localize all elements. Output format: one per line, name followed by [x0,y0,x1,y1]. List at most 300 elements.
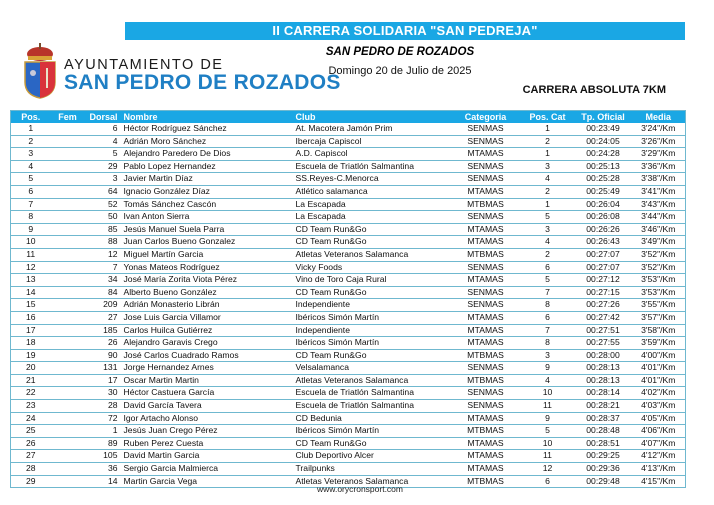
cell-club: Velsalamanca [293,362,451,375]
cell-tp-oficial: 00:27:51 [575,324,632,337]
cell-pos-cat: 6 [521,261,575,274]
column-header-nombre: Nombre [121,111,293,124]
cell-pos: 3 [11,148,51,161]
cell-media: 4'12"/Km [632,450,686,463]
cell-fem [51,362,85,375]
cell-nombre: Adrián Moro Sánchez [121,135,293,148]
cell-pos-cat: 7 [521,286,575,299]
cell-fem [51,185,85,198]
cell-tp-oficial: 00:28:00 [575,349,632,362]
cell-tp-oficial: 00:26:04 [575,198,632,211]
cell-dorsal: 7 [85,261,121,274]
cell-categoria: MTBMAS [451,198,521,211]
cell-categoria: SENMAS [451,299,521,312]
table-row [11,173,686,186]
cell-pos-cat: 3 [521,349,575,362]
cell-nombre: Alberto Bueno González [121,286,293,299]
cell-media: 4'02"/Km [632,387,686,400]
cell-media: 4'00"/Km [632,349,686,362]
cell-pos-cat: 6 [521,475,575,488]
cell-club: CD Team Run&Go [293,223,451,236]
cell-pos-cat: 9 [521,362,575,375]
cell-pos-cat: 2 [521,185,575,198]
cell-club: Independiente [293,324,451,337]
table-row [11,185,686,198]
cell-dorsal: 36 [85,463,121,476]
cell-club: Atlético salamanca [293,185,451,198]
cell-club: Vicky Foods [293,261,451,274]
cell-categoria: SENMAS [451,173,521,186]
column-header-pos-cat: Pos. Cat [521,111,575,124]
cell-fem [51,349,85,362]
cell-club: Ibercaja Capiscol [293,135,451,148]
cell-dorsal: 131 [85,362,121,375]
cell-pos-cat: 1 [521,198,575,211]
cell-nombre: David García Tavera [121,400,293,413]
table-row [11,274,686,287]
cell-club: Atletas Veteranos Salamanca [293,475,451,488]
cell-nombre: Carlos Huilca Gutiérrez [121,324,293,337]
cell-media: 3'52"/Km [632,261,686,274]
cell-fem [51,160,85,173]
cell-categoria: MTAMAS [451,412,521,425]
cell-pos-cat: 2 [521,135,575,148]
cell-dorsal: 12 [85,248,121,261]
cell-tp-oficial: 00:25:28 [575,173,632,186]
event-location: SAN PEDRO DE ROZADOS [325,46,475,58]
cell-categoria: MTAMAS [451,450,521,463]
cell-dorsal: 209 [85,299,121,312]
cell-dorsal: 72 [85,412,121,425]
cell-tp-oficial: 00:28:51 [575,437,632,450]
cell-club: Independiente [293,299,451,312]
cell-pos: 1 [11,123,51,135]
cell-nombre: David Martin Garcia [121,450,293,463]
table-row [11,148,686,161]
cell-media: 3'36"/Km [632,160,686,173]
cell-tp-oficial: 00:29:48 [575,475,632,488]
cell-fem [51,236,85,249]
column-header-tp-oficial: Tp. Oficial [575,111,632,124]
cell-pos-cat: 7 [521,324,575,337]
table-row [11,223,686,236]
cell-tp-oficial: 00:28:37 [575,412,632,425]
column-header-pos: Pos. [11,111,51,124]
table-row [11,160,686,173]
cell-club: Club Deportivo Alcer [293,450,451,463]
table-row [11,349,686,362]
cell-fem [51,311,85,324]
cell-pos: 16 [11,311,51,324]
cell-dorsal: 14 [85,475,121,488]
cell-dorsal: 52 [85,198,121,211]
cell-pos-cat: 3 [521,160,575,173]
table-row [11,311,686,324]
cell-media: 3'59"/Km [632,337,686,350]
table-row [11,248,686,261]
table-header-row [11,111,686,124]
cell-pos-cat: 5 [521,425,575,438]
cell-pos: 26 [11,437,51,450]
cell-club: SS.Reyes-C.Menorca [293,173,451,186]
cell-dorsal: 30 [85,387,121,400]
cell-tp-oficial: 00:28:13 [575,374,632,387]
cell-club: Escuela de Triatlón Salmantina [293,160,451,173]
cell-nombre: Jesús Juan Crego Pérez [121,425,293,438]
cell-categoria: SENMAS [451,135,521,148]
cell-fem [51,400,85,413]
cell-tp-oficial: 00:26:43 [575,236,632,249]
cell-pos-cat: 2 [521,248,575,261]
cell-tp-oficial: 00:26:26 [575,223,632,236]
cell-tp-oficial: 00:29:25 [575,450,632,463]
cell-nombre: Jorge Hernandez Arnes [121,362,293,375]
race-name: CARRERA ABSOLUTA 7KM [522,84,666,96]
cell-pos: 13 [11,274,51,287]
cell-pos: 11 [11,248,51,261]
cell-pos-cat: 12 [521,463,575,476]
table-row [11,198,686,211]
cell-nombre: Jose Luis Garcia Villamor [121,311,293,324]
cell-media: 4'15"/Km [632,475,686,488]
table-row [11,261,686,274]
cell-categoria: MTBMAS [451,374,521,387]
cell-dorsal: 26 [85,337,121,350]
cell-nombre: Sergio Garcia Malmierca [121,463,293,476]
cell-tp-oficial: 00:27:12 [575,274,632,287]
table-row [11,437,686,450]
cell-categoria: MTAMAS [451,185,521,198]
table-row [11,463,686,476]
table-row [11,450,686,463]
coat-of-arms-icon [20,40,60,100]
cell-pos: 8 [11,211,51,224]
cell-media: 4'01"/Km [632,362,686,375]
cell-pos: 22 [11,387,51,400]
cell-dorsal: 89 [85,437,121,450]
cell-media: 3'55"/Km [632,299,686,312]
cell-fem [51,425,85,438]
cell-categoria: SENMAS [451,362,521,375]
cell-categoria: SENMAS [451,211,521,224]
cell-pos-cat: 11 [521,450,575,463]
cell-fem [51,437,85,450]
organization-name-line1: AYUNTAMIENTO DE [64,57,224,73]
cell-categoria: MTAMAS [451,311,521,324]
cell-categoria: SENMAS [451,123,521,135]
cell-club: Escuela de Triatlón Salmantina [293,387,451,400]
cell-club: A.D. Capiscol [293,148,451,161]
cell-fem [51,211,85,224]
cell-nombre: Yonas Mateos Rodríguez [121,261,293,274]
cell-nombre: Héctor Castuera García [121,387,293,400]
cell-fem [51,198,85,211]
table-row [11,299,686,312]
cell-media: 4'13"/Km [632,463,686,476]
cell-nombre: Miguel Martín Garcia [121,248,293,261]
cell-dorsal: 27 [85,311,121,324]
cell-club: Ibéricos Simón Martín [293,311,451,324]
cell-club: Ibéricos Simón Martín [293,425,451,438]
cell-nombre: Ivan Anton Sierra [121,211,293,224]
table-row [11,123,686,135]
cell-media: 3'52"/Km [632,248,686,261]
cell-categoria: MTAMAS [451,463,521,476]
column-header-media: Media [632,111,686,124]
cell-fem [51,412,85,425]
table-row [11,211,686,224]
cell-pos-cat: 4 [521,173,575,186]
cell-club: CD Team Run&Go [293,236,451,249]
cell-categoria: MTBMAS [451,349,521,362]
table-row [11,412,686,425]
cell-tp-oficial: 00:26:08 [575,211,632,224]
cell-fem [51,286,85,299]
cell-dorsal: 6 [85,123,121,135]
cell-nombre: Juan Carlos Bueno Gonzalez [121,236,293,249]
cell-fem [51,337,85,350]
cell-categoria: SENMAS [451,261,521,274]
cell-club: CD Team Run&Go [293,286,451,299]
cell-pos-cat: 9 [521,412,575,425]
cell-media: 3'53"/Km [632,286,686,299]
cell-pos-cat: 6 [521,311,575,324]
cell-categoria: MTAMAS [451,274,521,287]
cell-pos: 15 [11,299,51,312]
cell-categoria: SENMAS [451,160,521,173]
cell-pos-cat: 11 [521,400,575,413]
cell-fem [51,324,85,337]
cell-club: CD Team Run&Go [293,349,451,362]
cell-pos: 20 [11,362,51,375]
table-row [11,236,686,249]
cell-dorsal: 3 [85,173,121,186]
cell-pos-cat: 4 [521,236,575,249]
cell-nombre: Alejandro Paredero De Dios [121,148,293,161]
cell-pos: 19 [11,349,51,362]
cell-categoria: MTAMAS [451,148,521,161]
cell-pos: 21 [11,374,51,387]
event-date: Domingo 20 de Julio de 2025 [328,65,472,77]
cell-media: 4'06"/Km [632,425,686,438]
cell-club: Escuela de Triatlón Salmantina [293,400,451,413]
cell-pos: 4 [11,160,51,173]
cell-media: 3'41"/Km [632,185,686,198]
organization-name-line2: SAN PEDRO DE ROZADOS [64,71,341,94]
cell-fem [51,135,85,148]
cell-club: La Escapada [293,211,451,224]
cell-fem [51,173,85,186]
cell-pos: 28 [11,463,51,476]
cell-tp-oficial: 00:24:28 [575,148,632,161]
cell-dorsal: 105 [85,450,121,463]
results-table-container [10,110,685,488]
cell-dorsal: 4 [85,135,121,148]
cell-nombre: Ignacio González Díaz [121,185,293,198]
cell-categoria: SENMAS [451,387,521,400]
cell-nombre: Martin Garcia Vega [121,475,293,488]
cell-tp-oficial: 00:28:21 [575,400,632,413]
table-row [11,286,686,299]
cell-tp-oficial: 00:29:36 [575,463,632,476]
cell-pos: 9 [11,223,51,236]
cell-media: 3'24"/Km [632,123,686,135]
cell-pos: 23 [11,400,51,413]
cell-dorsal: 84 [85,286,121,299]
cell-categoria: MTBMAS [451,425,521,438]
cell-nombre: Alejandro Garavis Crego [121,337,293,350]
cell-nombre: Igor Artacho Alonso [121,412,293,425]
cell-fem [51,123,85,135]
cell-dorsal: 85 [85,223,121,236]
cell-dorsal: 34 [85,274,121,287]
cell-dorsal: 88 [85,236,121,249]
cell-categoria: MTAMAS [451,337,521,350]
cell-pos-cat: 5 [521,211,575,224]
cell-media: 4'05"/Km [632,412,686,425]
cell-fem [51,450,85,463]
cell-fem [51,261,85,274]
cell-tp-oficial: 00:27:15 [575,286,632,299]
column-header-categoria: Categoria [451,111,521,124]
cell-nombre: Pablo Lopez Hernandez [121,160,293,173]
cell-pos: 18 [11,337,51,350]
table-row [11,324,686,337]
table-row [11,387,686,400]
cell-dorsal: 1 [85,425,121,438]
cell-pos: 14 [11,286,51,299]
cell-categoria: MTBMAS [451,248,521,261]
cell-club: Vino de Toro Caja Rural [293,274,451,287]
cell-tp-oficial: 00:28:48 [575,425,632,438]
cell-media: 3'26"/Km [632,135,686,148]
cell-pos-cat: 5 [521,274,575,287]
cell-dorsal: 28 [85,400,121,413]
cell-media: 4'03"/Km [632,400,686,413]
cell-nombre: Adrián Monasterio Librán [121,299,293,312]
cell-nombre: Oscar Martin Martin [121,374,293,387]
cell-pos: 29 [11,475,51,488]
cell-club: CD Team Run&Go [293,437,451,450]
cell-media: 3'44"/Km [632,211,686,224]
cell-fem [51,299,85,312]
cell-pos-cat: 1 [521,123,575,135]
cell-categoria: SENMAS [451,286,521,299]
cell-tp-oficial: 00:27:42 [575,311,632,324]
cell-fem [51,248,85,261]
table-row [11,425,686,438]
cell-nombre: José María Zorita Viota Pérez [121,274,293,287]
cell-pos-cat: 4 [521,374,575,387]
column-header-club: Club [293,111,451,124]
cell-pos: 12 [11,261,51,274]
cell-nombre: Héctor Rodríguez Sánchez [121,123,293,135]
cell-dorsal: 50 [85,211,121,224]
cell-nombre: Jesús Manuel Suela Parra [121,223,293,236]
cell-fem [51,374,85,387]
cell-club: At. Macotera Jamón Prim [293,123,451,135]
cell-tp-oficial: 00:28:13 [575,362,632,375]
cell-club: Atletas Veteranos Salamanca [293,374,451,387]
cell-dorsal: 17 [85,374,121,387]
cell-fem [51,387,85,400]
cell-nombre: Tomás Sánchez Cascón [121,198,293,211]
cell-pos-cat: 10 [521,387,575,400]
cell-tp-oficial: 00:27:07 [575,261,632,274]
cell-media: 3'43"/Km [632,198,686,211]
cell-pos: 25 [11,425,51,438]
cell-categoria: MTAMAS [451,437,521,450]
cell-pos-cat: 3 [521,223,575,236]
cell-media: 3'53"/Km [632,274,686,287]
cell-media: 3'46"/Km [632,223,686,236]
event-title-banner: II CARRERA SOLIDARIA "SAN PEDREJA" [125,22,685,40]
column-header-fem: Fem [51,111,85,124]
cell-dorsal: 64 [85,185,121,198]
results-table [10,110,686,488]
cell-pos-cat: 1 [521,148,575,161]
cell-tp-oficial: 00:27:55 [575,337,632,350]
cell-fem [51,463,85,476]
cell-categoria: MTAMAS [451,324,521,337]
cell-tp-oficial: 00:24:05 [575,135,632,148]
cell-club: Ibéricos Simón Martín [293,337,451,350]
cell-categoria: SENMAS [451,400,521,413]
table-row [11,374,686,387]
cell-media: 3'57"/Km [632,311,686,324]
cell-media: 3'29"/Km [632,148,686,161]
cell-pos: 24 [11,412,51,425]
footer-website: www.orycronsport.com [317,484,403,494]
table-row [11,400,686,413]
cell-tp-oficial: 00:27:26 [575,299,632,312]
table-row [11,135,686,148]
column-header-dorsal: Dorsal [85,111,121,124]
cell-nombre: Ruben Perez Cuesta [121,437,293,450]
cell-fem [51,148,85,161]
cell-fem [51,223,85,236]
cell-categoria: MTBMAS [451,475,521,488]
cell-categoria: MTAMAS [451,236,521,249]
cell-club: Atletas Veteranos Salamanca [293,248,451,261]
cell-club: Trailpunks [293,463,451,476]
cell-pos: 27 [11,450,51,463]
cell-dorsal: 5 [85,148,121,161]
cell-pos-cat: 10 [521,437,575,450]
cell-pos-cat: 8 [521,299,575,312]
cell-club: CD Bedunia [293,412,451,425]
cell-fem [51,475,85,488]
cell-tp-oficial: 00:23:49 [575,123,632,135]
cell-nombre: José Carlos Cuadrado Ramos [121,349,293,362]
cell-tp-oficial: 00:25:13 [575,160,632,173]
table-row [11,337,686,350]
cell-pos-cat: 8 [521,337,575,350]
cell-media: 3'38"/Km [632,173,686,186]
cell-pos: 10 [11,236,51,249]
cell-tp-oficial: 00:27:07 [575,248,632,261]
cell-fem [51,274,85,287]
cell-club: La Escapada [293,198,451,211]
cell-dorsal: 29 [85,160,121,173]
cell-media: 4'07"/Km [632,437,686,450]
table-row [11,362,686,375]
cell-categoria: MTAMAS [451,223,521,236]
cell-pos: 6 [11,185,51,198]
cell-media: 4'01"/Km [632,374,686,387]
cell-pos: 5 [11,173,51,186]
cell-media: 3'49"/Km [632,236,686,249]
